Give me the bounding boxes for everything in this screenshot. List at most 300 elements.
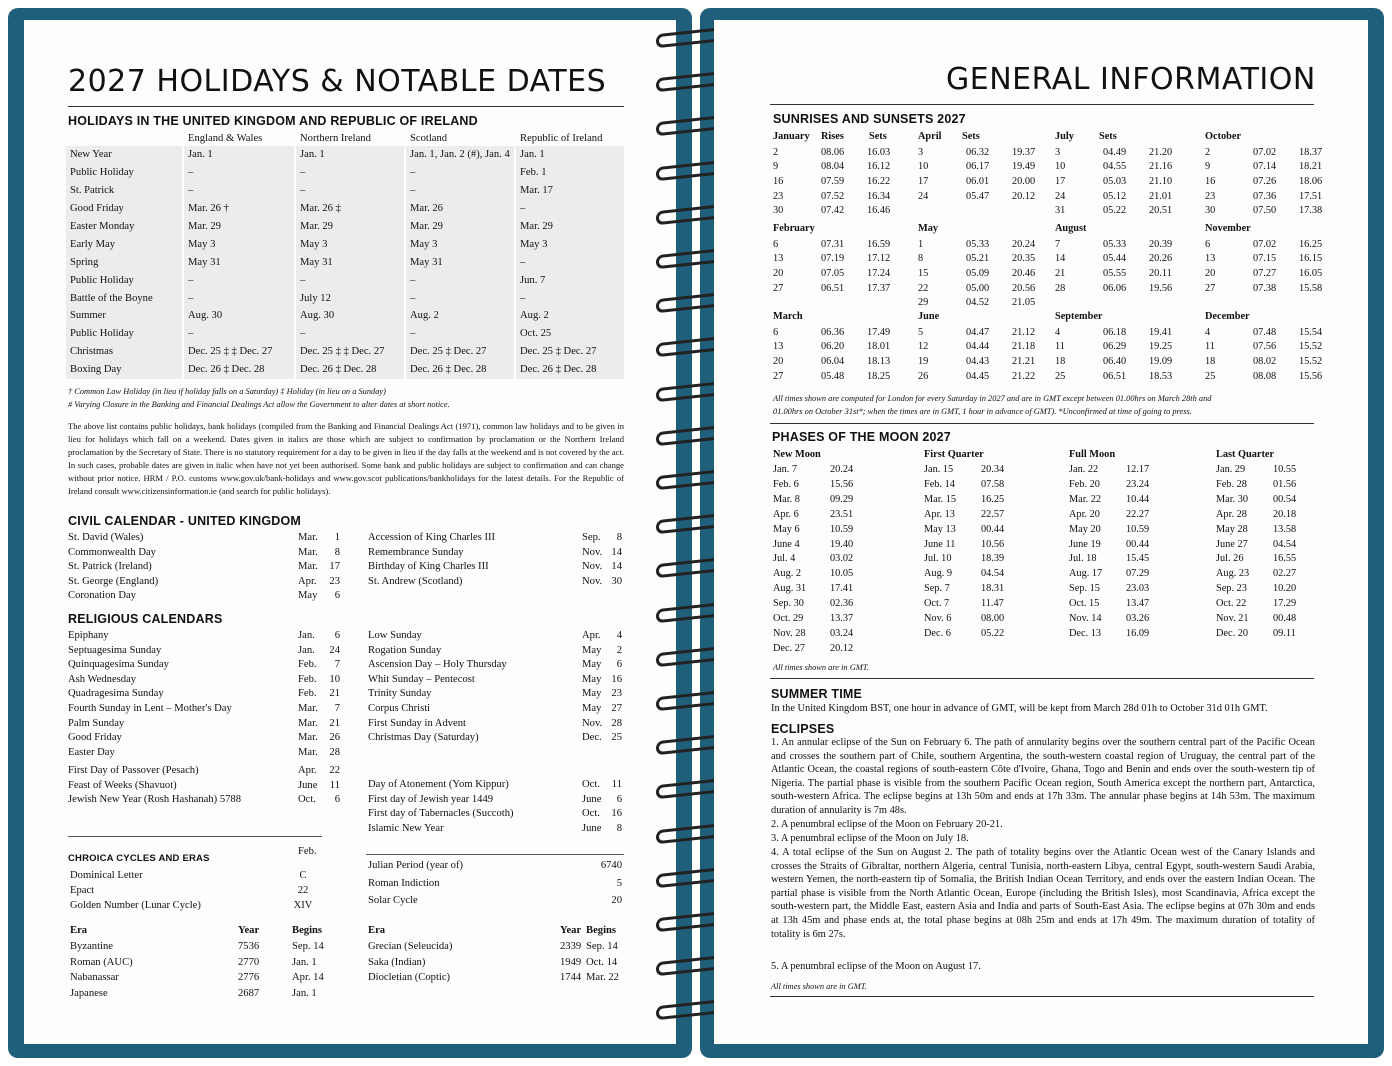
religious-event-name: Good Friday: [68, 732, 122, 744]
holiday-name: Spring: [66, 253, 182, 271]
sunset-time: 20.12: [1012, 190, 1036, 202]
holiday-row: [66, 200, 624, 218]
moon-time: 18.39: [981, 553, 1005, 565]
civil-event-month: Apr.: [298, 575, 317, 587]
holiday-date: Aug. 30: [296, 307, 404, 325]
civil-event-day: 1: [334, 532, 340, 543]
civil-event-day: 14: [611, 561, 622, 573]
sunrise-time: 06.51: [821, 282, 845, 294]
sunrise-time: 06.51: [1103, 370, 1127, 382]
moon-date: Apr. 13: [924, 508, 955, 520]
moon-time: 18.31: [981, 583, 1005, 595]
sun-day: 3: [1055, 146, 1061, 158]
era-header: Era: [70, 925, 88, 936]
moon-date: Jan. 22: [1069, 464, 1099, 475]
sunrise-time: 05.12: [1103, 190, 1127, 202]
holiday-name: Public Holiday: [66, 325, 182, 343]
holiday-row: [66, 325, 624, 343]
religious-event-day: 24: [329, 644, 340, 656]
civil-event-month: Mar.: [298, 532, 318, 543]
sunrise-time: 07.02: [1253, 238, 1277, 250]
sunset-time: 16.25: [1299, 238, 1323, 250]
sunset-time: 17.37: [867, 282, 891, 294]
moon-date: Sep. 23: [1216, 583, 1247, 595]
holiday-date: Jan. 1: [296, 146, 404, 164]
sunrise-time: 07.56: [1253, 341, 1277, 353]
eclipse-item: 2. A penumbral eclipse of the Moon on February 20-21.: [771, 819, 1003, 830]
holiday-row: [66, 253, 624, 271]
religious-event-day: 23: [611, 688, 622, 700]
sunrise-time: 08.06: [821, 146, 845, 158]
sun-day: 10: [1055, 161, 1066, 173]
holiday-row: [66, 289, 624, 307]
sunset-time: 15.54: [1299, 326, 1323, 338]
sunset-time: 16.46: [867, 205, 891, 217]
holiday-date: Oct. 25: [516, 325, 624, 343]
jewish-event-month: June: [582, 793, 602, 805]
sunset-time: 16.15: [1299, 253, 1323, 265]
sun-day: 25: [1205, 370, 1216, 382]
moon-phase-header: Last Quarter: [1216, 449, 1275, 460]
sunset-time: 16.34: [867, 190, 891, 202]
moon-date: Jan. 29: [1216, 464, 1246, 475]
sunrise-time: 04.52: [966, 297, 990, 309]
religious-event-day: 28: [329, 746, 340, 758]
sunrise-time: 04.43: [966, 355, 990, 367]
sun-day: 30: [1205, 205, 1216, 217]
sun-day: 27: [773, 370, 784, 382]
religious-event-day: 7: [334, 703, 340, 714]
holiday-row: [66, 164, 624, 182]
holiday-date: Dec. 25 ‡ Dec. 27: [406, 343, 514, 361]
holiday-date: Mar. 17: [516, 182, 624, 200]
sunrise-time: 07.42: [821, 205, 845, 217]
civil-event-name: St. David (Wales): [68, 532, 144, 543]
religious-event-month: Feb.: [298, 659, 317, 671]
sunset-time: 15.58: [1299, 282, 1323, 294]
sun-day: 27: [773, 282, 784, 294]
jewish-event-month: Oct.: [582, 779, 600, 790]
sun-day: 2: [773, 146, 779, 158]
jewish-event-name: Day of Atonement (Yom Kippur): [368, 779, 509, 790]
civil-event-day: 8: [334, 546, 340, 558]
jewish-event-day: 22: [329, 765, 340, 776]
moon-date: Nov. 21: [1216, 613, 1249, 624]
holiday-date: Dec. 25 ‡ ‡ Dec. 27: [296, 343, 404, 361]
sunset-time: 20.26: [1149, 253, 1173, 265]
sun-month-label: February: [773, 223, 815, 234]
religious-event-name: Easter Day: [68, 746, 115, 758]
holiday-date: Feb. 1: [516, 164, 624, 182]
religious-event-name: Ascension Day – Holy Thursday: [368, 659, 507, 671]
religious-event-day: 4: [616, 630, 622, 641]
sunrise-time: 05.55: [1103, 267, 1127, 279]
religious-event-day: 26: [329, 732, 340, 744]
sun-day: 13: [773, 341, 784, 353]
era-begins-header: Begins: [292, 925, 323, 936]
holiday-date: –: [184, 271, 294, 289]
sun-day: 9: [1205, 161, 1211, 173]
moon-time: 07.29: [1126, 568, 1150, 580]
civil-event-month: Mar.: [298, 561, 318, 573]
moon-time: 20.12: [830, 642, 854, 654]
holiday-date: –: [406, 182, 514, 200]
civil-event-day: 14: [611, 546, 622, 558]
sun-day: 20: [1205, 267, 1216, 279]
holiday-date: –: [406, 164, 514, 182]
cycle-name: Epact: [70, 885, 95, 896]
religious-event-day: 10: [329, 673, 340, 685]
era-begins: Mar. 22: [586, 972, 619, 983]
sun-day: 6: [773, 238, 779, 250]
cycle-name: Golden Number (Lunar Cycle): [70, 900, 201, 911]
holiday-date: –: [406, 271, 514, 289]
religious-event-name: Rogation Sunday: [368, 644, 442, 656]
sun-day: 24: [918, 190, 929, 202]
religious-event-name: Epiphany: [68, 630, 109, 641]
sun-month-label: October: [1205, 131, 1242, 142]
moon-date: Nov. 28: [773, 627, 806, 639]
sunrise-time: 05.33: [1103, 238, 1127, 250]
holiday-name: Public Holiday: [66, 164, 182, 182]
holiday-date: –: [184, 164, 294, 182]
moon-phases-heading: PHASES OF THE MOON 2027: [772, 430, 951, 444]
sun-month-label: April: [918, 131, 942, 142]
sun-day: 16: [1205, 175, 1216, 187]
moon-time: 17.41: [830, 583, 854, 595]
sun-day: 25: [1055, 370, 1066, 382]
holiday-date: May 3: [406, 235, 514, 253]
holiday-name: Good Friday: [66, 200, 182, 218]
moon-time: 10.59: [1126, 523, 1150, 535]
moon-time: 03.26: [1126, 613, 1150, 624]
moon-time: 10.44: [1126, 493, 1150, 505]
sun-day: 8: [918, 253, 924, 265]
sun-rises-header: Rises: [821, 131, 844, 142]
sun-note-1: All times shown are computed for London for every Saturday in 2027 and are in GMT except between 01.00hrs on March 28th and: [773, 394, 1212, 403]
sunset-time: 17.51: [1299, 190, 1323, 202]
religious-calendars-heading: RELIGIOUS CALENDARS: [68, 612, 223, 626]
civil-event-name: Commonwealth Day: [68, 546, 156, 558]
sunset-time: 17.38: [1299, 205, 1323, 217]
sunset-time: 20.56: [1012, 282, 1036, 294]
holiday-row: [66, 146, 624, 164]
holiday-row: [66, 182, 624, 200]
holiday-column-header: England & Wales: [188, 132, 263, 144]
summer-time-text: In the United Kingdom BST, one hour in advance of GMT, will be kept from March 28d 01h to October 31d 01h GMT.: [771, 703, 1268, 714]
holiday-date: –: [184, 289, 294, 307]
era-begins: Apr. 14: [292, 972, 324, 983]
holiday-name: St. Patrick: [66, 182, 182, 200]
moon-date: Aug. 23: [1216, 568, 1250, 580]
religious-event-month: May: [582, 703, 602, 714]
sunrise-time: 07.31: [821, 238, 845, 250]
moon-date: Aug. 9: [924, 568, 953, 580]
holiday-name: New Year: [66, 146, 182, 164]
era-name: Nabanassar: [70, 972, 119, 983]
holiday-date: –: [296, 164, 404, 182]
sun-day: 9: [773, 161, 779, 173]
holiday-date: –: [406, 325, 514, 343]
moon-date: May 28: [1216, 523, 1248, 535]
holiday-table: [64, 130, 626, 379]
sunset-time: 20.39: [1149, 238, 1173, 250]
civil-event-day: 23: [329, 575, 340, 587]
civil-event-day: 30: [611, 575, 622, 587]
sun-day: 17: [918, 175, 929, 187]
civil-event-month: Nov.: [582, 575, 603, 587]
holiday-column-header: Northern Ireland: [300, 132, 371, 144]
sun-day: 10: [918, 161, 929, 173]
sun-day: 6: [773, 326, 779, 338]
sunrise-time: 06.18: [1103, 326, 1127, 338]
sunset-time: 17.12: [867, 253, 891, 265]
holiday-date: May 31: [184, 253, 294, 271]
civil-event-month: Mar.: [298, 546, 318, 558]
sunrise-time: 07.14: [1253, 161, 1277, 173]
sun-day: 6: [1205, 238, 1211, 250]
civil-event-name: Remembrance Sunday: [368, 546, 464, 558]
moon-time: 10.05: [830, 568, 854, 580]
holiday-date: –: [406, 289, 514, 307]
holiday-name: Boxing Day: [66, 361, 182, 379]
era-year-header: Year: [238, 925, 260, 936]
summer-time-heading: SUMMER TIME: [771, 687, 863, 701]
holiday-name: Battle of the Boyne: [66, 289, 182, 307]
sunset-time: 20.00: [1012, 175, 1036, 187]
religious-event-month: May: [582, 673, 602, 685]
era-name: Diocletian (Coptic): [368, 972, 451, 983]
moon-phase-header: First Quarter: [924, 449, 984, 460]
sunset-time: 21.18: [1012, 341, 1036, 353]
sunrise-time: 06.29: [1103, 341, 1127, 353]
sun-month-label: January: [773, 131, 810, 142]
moon-time: 22.27: [1126, 508, 1150, 520]
religious-event-name: Palm Sunday: [68, 717, 125, 729]
cycle-value: XIV: [293, 900, 313, 911]
sunset-time: 16.03: [867, 146, 891, 158]
moon-time: 02.36: [830, 598, 854, 610]
eclipse-item: 5. A penumbral eclipse of the Moon on August 17.: [771, 961, 981, 972]
holiday-date: Dec. 25 ‡ ‡ Dec. 27: [184, 343, 294, 361]
moon-date: Oct. 29: [773, 613, 804, 624]
moon-date: Aug. 17: [1069, 568, 1103, 580]
holiday-date: Aug. 2: [406, 307, 514, 325]
holiday-date: –: [516, 253, 624, 271]
sun-day: 5: [918, 326, 924, 338]
footnote-varying: # Varying Closure in the Banking and Financial Dealings Act allow the Government to alter dates at short notice.: [68, 400, 450, 409]
holiday-column-header: Republic of Ireland: [520, 132, 603, 144]
sunrise-time: 07.19: [821, 253, 845, 265]
moon-date: May 6: [773, 523, 800, 535]
moon-time: 13.47: [1126, 598, 1150, 610]
moon-time: 13.37: [830, 613, 854, 624]
sun-day: 24: [1055, 190, 1066, 202]
religious-event-day: 27: [611, 703, 622, 714]
jewish-event-day: 16: [611, 808, 622, 820]
moon-date: May 13: [924, 523, 956, 535]
sun-day: 18: [1205, 355, 1216, 367]
era-year: 7536: [238, 941, 260, 952]
sunset-time: 19.25: [1149, 341, 1173, 353]
sunrise-time: 07.48: [1253, 326, 1277, 338]
holiday-name: Early May: [66, 235, 182, 253]
holiday-date: Mar. 29: [296, 218, 404, 236]
moon-time: 04.54: [1273, 538, 1297, 550]
jewish-event-month: Apr.: [298, 765, 317, 776]
chroica-heading: CHROICA CYCLES AND ERAS: [68, 853, 210, 864]
moon-date: June 27: [1216, 538, 1248, 550]
sun-day: 29: [918, 297, 929, 309]
moon-time: 22.57: [981, 508, 1005, 520]
era-header: Era: [368, 925, 386, 936]
sunrise-time: 07.50: [1253, 205, 1277, 217]
era-year: 2339: [560, 941, 582, 952]
religious-event-month: Mar.: [298, 717, 318, 729]
religious-event-name: Septuagesima Sunday: [68, 644, 162, 656]
jewish-event-month: June: [582, 822, 602, 834]
moon-date: Nov. 14: [1069, 613, 1102, 624]
religious-event-month: May: [582, 644, 602, 656]
moon-date: Apr. 28: [1216, 508, 1247, 520]
cycle-name: Dominical Letter: [70, 870, 143, 881]
sunset-time: 16.12: [867, 161, 891, 173]
holiday-date: Mar. 29: [406, 218, 514, 236]
sunset-time: 18.21: [1299, 161, 1323, 173]
sun-sets-header: Sets: [1099, 131, 1117, 142]
sun-day: 22: [918, 282, 929, 294]
sun-note-2: 01.00hrs on October 31st*; when the times are in GMT, 1 hour in advance of GMT). *Unconfirmed at time of going to press.: [773, 407, 1192, 416]
eclipse-note: All times shown are in GMT.: [771, 982, 867, 991]
civil-event-month: Nov.: [582, 561, 603, 573]
religious-event-month: Mar.: [298, 703, 318, 714]
holiday-date: May 31: [406, 253, 514, 271]
sunset-time: 19.49: [1012, 161, 1036, 173]
sunrise-time: 04.44: [966, 341, 990, 353]
moon-date: Oct. 7: [924, 598, 950, 610]
religious-event-month: Mar.: [298, 732, 318, 744]
moon-date: Dec. 6: [924, 627, 951, 639]
sunrise-time: 07.26: [1253, 175, 1277, 187]
jewish-event-day: 11: [329, 779, 340, 791]
moon-date: Feb. 20: [1069, 478, 1100, 490]
sunset-time: 18.25: [867, 370, 891, 382]
jewish-event-name: Jewish New Year (Rosh Hashanah) 5788: [68, 794, 242, 806]
holiday-date: Dec. 26 ‡ Dec. 28: [184, 361, 294, 379]
religious-event-name: First Sunday in Advent: [368, 717, 466, 729]
moon-date: Dec. 13: [1069, 627, 1102, 639]
moon-time: 15.45: [1126, 553, 1150, 565]
sun-sets-header: Sets: [869, 131, 887, 142]
moon-time: 08.00: [981, 613, 1005, 624]
sunset-time: 20.51: [1149, 205, 1173, 217]
sunrise-time: 07.05: [821, 267, 845, 279]
holiday-name: Christmas: [66, 343, 182, 361]
sun-day: 4: [1205, 326, 1211, 338]
religious-event-month: Apr.: [582, 630, 601, 641]
era-year: 2776: [238, 972, 260, 983]
moon-date: Mar. 22: [1069, 493, 1102, 505]
moon-date: Nov. 6: [924, 613, 952, 624]
holiday-date: May 3: [296, 235, 404, 253]
eclipse-item: 3. A penumbral eclipse of the Moon on July 18.: [771, 833, 969, 844]
religious-event-day: 21: [329, 717, 340, 729]
sun-day: 20: [773, 267, 784, 279]
holiday-date: July 12: [296, 289, 404, 307]
moon-time: 10.59: [830, 523, 854, 535]
feb-label: Feb.: [298, 846, 317, 857]
sun-day: 2: [1205, 146, 1211, 158]
sunrise-time: 05.33: [966, 238, 990, 250]
moon-time: 00.54: [1273, 493, 1297, 505]
sunrise-time: 05.03: [1103, 175, 1127, 187]
jewish-event-month: Oct.: [582, 808, 600, 820]
religious-event-day: 6: [334, 630, 340, 641]
sunrise-time: 04.47: [966, 326, 990, 338]
cycle-value: 20: [611, 895, 622, 906]
holiday-date: Dec. 25 ‡ Dec. 27: [516, 343, 624, 361]
moon-time: 04.54: [981, 568, 1005, 580]
religious-event-day: 28: [611, 717, 622, 729]
era-name: Byzantine: [70, 941, 113, 952]
civil-event-name: Coronation Day: [68, 590, 136, 602]
sunset-time: 21.16: [1149, 161, 1173, 173]
moon-time: 09.11: [1273, 627, 1296, 639]
cycle-name: Roman Indiction: [368, 877, 440, 889]
eclipses-heading: ECLIPSES: [771, 722, 835, 736]
holiday-date: Mar. 26: [406, 200, 514, 218]
religious-event-name: Ash Wednesday: [68, 673, 137, 685]
holiday-date: –: [296, 325, 404, 343]
sun-month-label: July: [1055, 131, 1074, 142]
sun-month-label: September: [1055, 311, 1103, 322]
sunset-time: 20.46: [1012, 267, 1036, 279]
right-page: [714, 20, 1368, 1044]
sun-day: 3: [918, 146, 924, 158]
moon-date: Jan. 7: [773, 464, 798, 475]
moon-date: Feb. 6: [773, 478, 799, 490]
holiday-date: Dec. 26 ‡ Dec. 28: [296, 361, 404, 379]
religious-event-month: Jan.: [298, 630, 315, 641]
religious-event-month: Feb.: [298, 673, 317, 685]
civil-event-name: St. Patrick (Ireland): [68, 561, 152, 573]
holiday-date: Jan. 1: [516, 146, 624, 164]
holiday-row: [66, 271, 624, 289]
moon-date: June 4: [773, 538, 800, 550]
moon-date: Apr. 20: [1069, 508, 1100, 520]
sun-day: 18: [1055, 355, 1066, 367]
civil-event-day: 17: [329, 561, 340, 573]
sunrise-time: 05.22: [1103, 205, 1127, 217]
sun-day: 13: [773, 253, 784, 265]
holiday-date: Jun. 7: [516, 271, 624, 289]
sun-day: 12: [918, 341, 929, 353]
sunrise-time: 04.49: [1103, 146, 1127, 158]
sunset-time: 15.56: [1299, 370, 1323, 382]
sunset-time: 15.52: [1299, 341, 1323, 353]
eclipse-item: 1. An annular eclipse of the Sun on February 6. The path of annularity begins over the southern central part of the Pacific Ocean and crosses the southern part of Chile, southern Argentina, the south-western coastal region of Uruguay, the central part of the Atlantic Ocean, the coastal regions of south-eastern Côte d'Ivoire, Ghana, Togo and Benin and ends over the south-western tip of Nigeria. The partial phase is visible from the southern Pacific Ocean region, South America except the northern part, Antarctica, south-western Africa. The eclipse begins at 13h 50m and ends at 17h 33m. The annular phase begins at 14h 53m. The maximum duration of annularity is 7m 48s.: [771, 737, 1315, 816]
era-name: Grecian (Seleucida): [368, 941, 453, 952]
sunset-time: 21.05: [1012, 297, 1036, 309]
sunset-time: 18.37: [1299, 146, 1323, 158]
sun-month-label: December: [1205, 311, 1250, 322]
religious-event-month: Jan.: [298, 644, 315, 656]
sunset-time: 18.13: [867, 355, 891, 367]
era-begins-header: Begins: [586, 925, 617, 936]
holiday-row: [66, 218, 624, 236]
sunset-time: 15.52: [1299, 355, 1323, 367]
sunrise-time: 07.27: [1253, 267, 1277, 279]
